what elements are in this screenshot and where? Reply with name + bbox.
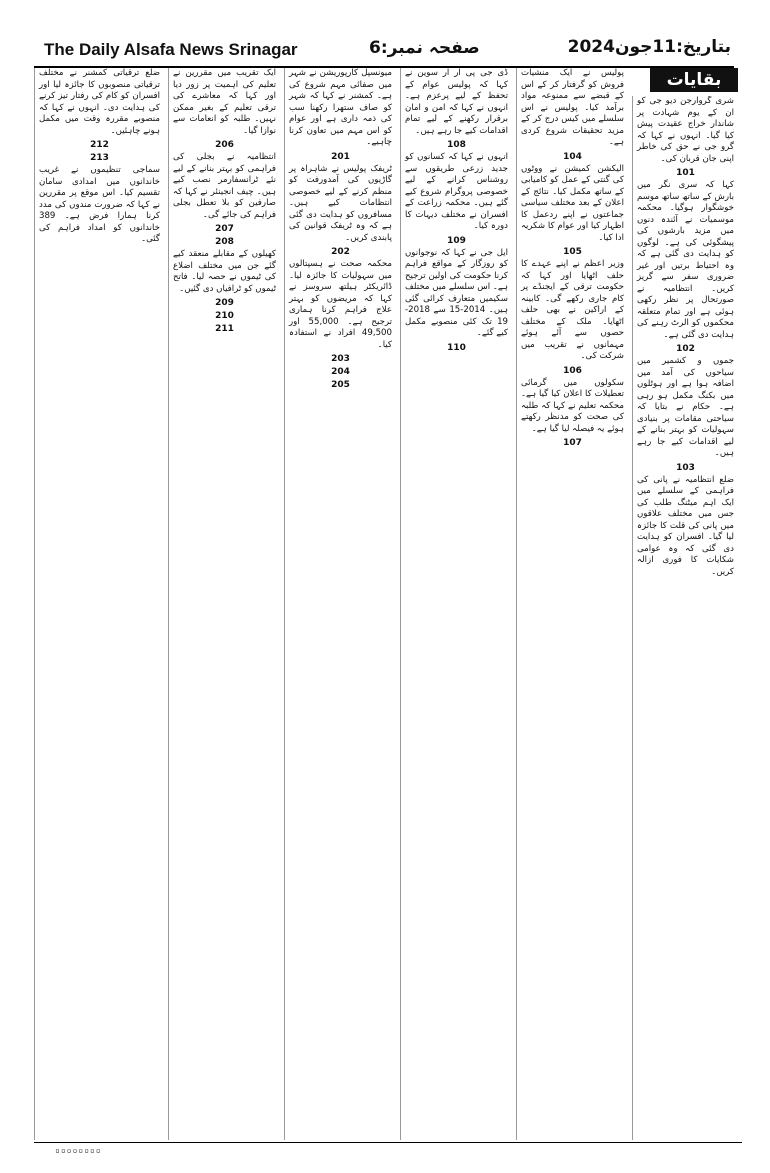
article-text: ٹریفک پولیس نے شاہراہ پر گاڑیوں کی آمدورفت کو منظم کرنے کے لیے خصوصی انتظامات کیے ہیں۔ مسافروں کو ہدایت دی گئی ہے کہ وہ ٹریفک قوانین کی پابندی کریں۔ [289,163,392,243]
column-3 [400,68,512,1140]
footer-mark: ▫▫▫▫▫▫▫▫ [55,1146,102,1155]
masthead-bar [34,32,734,68]
article-text: انتظامیہ نے بجلی کی فراہمی کو بہتر بنانے کے لیے نئے ٹرانسفارمر نصب کیے ہیں۔ چیف انجینئر نے کہا کہ صارفین کو بلا تعطل بجلی فراہم کی جائے گی۔ [173,152,276,220]
article-text: سماجی تنظیموں نے غریب خاندانوں میں امدادی سامان تقسیم کیا۔ اس موقع پر مقررین نے کہا کہ ضرورت مندوں کی مدد کرنا ہمارا فرض ہے۔ 389 خاندانوں کو امداد فراہم کی گئی۔ [39,165,160,244]
item-number: 203 [331,354,350,364]
article-text: ایک تقریب میں مقررین نے تعلیم کی اہمیت پر زور دیا اور کہا کہ معاشرے کی ترقی تعلیم کے بغیر ممکن نہیں۔ طلبہ کو انعامات سے نوازا گیا۔ [173,68,276,136]
issue-date: بتاریخ:11جون2024 [567,37,731,57]
item-number: 106 [563,365,582,376]
article-text: ضلع ترقیاتی کمشنر نے مختلف ترقیاتی منصوبوں کا جائزہ لیا اور افسران کو کام کی رفتار تیز کرنے کی ہدایت دی۔ انہوں نے کہا کہ منصوبے مقررہ وقت میں مکمل ہونے چاہئیں۔ [39,68,160,136]
column-2 [516,68,628,1140]
article-text: سکولوں میں گرمائی تعطیلات کا اعلان کیا گیا ہے۔ محکمہ تعلیم نے کہا کہ طلبہ کی صحت کو مدنظر رکھتے ہوئے یہ فیصلہ لیا گیا ہے۔ [521,377,624,434]
item-number: 205 [331,380,350,390]
footer-rule [34,1142,742,1143]
article-text: پولیس نے ایک منشیات فروش کو گرفتار کر کے اس کے قبضے سے ممنوعہ مواد برآمد کیا۔ پولیس نے اس سلسلے میں کیس درج کر کے مزید تحقیقات شروع کردی ہے۔ [521,68,624,147]
article-text: کہا کہ سری نگر میں بارش کے ساتھ ساتھ موسم خوشگوار ہوگیا۔ محکمہ موسمیات نے آئندہ دنوں میں مزید بارشوں کی پیشگوئی کی ہے۔ لوگوں کو ہدایت دی گئی ہے کہ وہ احتیاط برتیں اور غیر ضروری سفر سے گریز کریں۔ انتظامیہ نے صورتحال پر نظر رکھی ہوئی ہے اور تمام متعلقہ محکموں کو الرٹ رہنے کی ہدایت دی گئی ہے۔ [637,180,734,340]
column-6 [34,68,164,1140]
newspaper-name: The Daily Alsafa News Srinagar [44,40,298,59]
article-text: ڈی جی پی آر آر سوین نے کہا کہ پولیس عوام کے تحفظ کے لیے پرعزم ہے۔ انہوں نے کہا کہ امن و امان برقرار رکھنے کے لیے تمام اقدامات کیے جا رہے ہیں۔ [405,68,508,136]
article-text: وزیر اعظم نے اپنے عہدے کا حلف اٹھایا اور کہا کہ حکومت ترقی کے ایجنڈے پر کام جاری رکھے گی۔ کابینہ کے اراکین نے بھی حلف اٹھایا۔ ملک کے مختلف حصوں سے آئے ہوئے مہمانوں نے تقریب میں شرکت کی۔ [521,259,624,361]
article-text: الیکشن کمیشن نے ووٹوں کی گنتی کے عمل کو کامیابی کے ساتھ مکمل کیا۔ نتائج کے اعلان کے بعد مختلف سیاسی جماعتوں نے اپنے ردعمل کا اظہار کیا اور عوام کا شکریہ ادا کیا۔ [521,163,624,243]
section-banner: بقایات [650,68,738,92]
article-text: ضلع انتظامیہ نے پانی کی فراہمی کے سلسلے میں ایک اہم میٹنگ طلب کی جس میں مختلف علاقوں میں پانی کی قلت کا جائزہ لیا گیا۔ افسران کو ہدایت دی گئی کہ وہ عوامی شکایات کا فوری ازالہ کریں۔ [637,474,734,577]
article-text: شری گروارجن دیو جی کو ان کے یوم شہادت پر شاندار خراج عقیدت پیش کیا گیا۔ انہوں نے کہا کہ گرو جی نے حق کی خاطر اپنی جان قربان کی۔ [637,96,734,164]
column-4 [284,68,396,1140]
article-text: انہوں نے کہا کہ کسانوں کو جدید زرعی طریقوں سے روشناس کرانے کے لیے خصوصی پروگرام شروع کیے گئے ہیں۔ محکمہ زراعت کے افسران نے مختلف دیہات کا دورہ کیا۔ [405,152,508,231]
item-number: 110 [447,342,466,353]
item-number: 101 [676,168,695,178]
item-number: 206 [215,140,234,150]
column-1 [632,96,738,1140]
article-text: محکمہ صحت نے ہسپتالوں میں سہولیات کا جائزہ لیا۔ ڈائریکٹر ہیلتھ سروسز نے کہا کہ مریضوں کو بہتر علاج فراہم کرنا ہماری ترجیح ہے۔ 55,000 اور 49,500 افراد نے استفادہ کیا۔ [289,259,393,350]
item-number: 102 [676,344,695,354]
column-5 [168,68,280,1140]
item-number: 201 [331,151,350,162]
article-text: ایل جی نے کہا کہ نوجوانوں کو روزگار کے مواقع فراہم کرنا حکومت کی اولین ترجیح ہے۔ اس سلسلے میں مختلف سکیمیں متعارف کرائی گئی ہیں۔ 2014-15 سے 2018-19 تک کئی منصوبے مکمل کیے گئے۔ [405,247,508,338]
item-number: 107 [563,438,582,448]
item-number: 210 [215,311,234,321]
item-number: 209 [215,298,234,308]
item-number: 211 [215,324,234,334]
item-number: 105 [563,247,582,257]
item-number: 207 [215,224,234,234]
item-number: 208 [215,237,234,247]
item-number: 108 [447,140,466,150]
article-text: کھیلوں کے مقابلے منعقد کیے گئے جن میں مختلف اضلاع کی ٹیموں نے حصہ لیا۔ فاتح ٹیموں کو ٹرافیاں دی گئیں۔ [173,249,276,294]
item-number: 212 [90,140,109,150]
article-text: جموں و کشمیر میں سیاحوں کی آمد میں اضافہ ہوا ہے اور ہوٹلوں میں بکنگ مکمل ہو رہی ہے۔ حکام نے بتایا کہ سیاحتی مقامات پر بنیادی سہولیات کو بہتر بنانے کے لیے اقدامات کیے جا رہے ہیں۔ [637,356,734,458]
item-number: 103 [676,462,695,473]
page-number: صفحہ نمبر:6 [369,38,480,58]
item-number: 202 [331,247,350,257]
item-number: 213 [90,153,109,163]
item-number: 109 [447,235,466,246]
article-text: میونسپل کارپوریشن نے شہر میں صفائی مہم شروع کی ہے۔ کمشنر نے کہا کہ شہر کو صاف ستھرا رکھنا سب کی ذمہ داری ہے اور عوام کو اس مہم میں تعاون کرنا چاہیے۔ [289,68,392,147]
item-number: 204 [331,367,350,377]
item-number: 104 [563,151,582,162]
